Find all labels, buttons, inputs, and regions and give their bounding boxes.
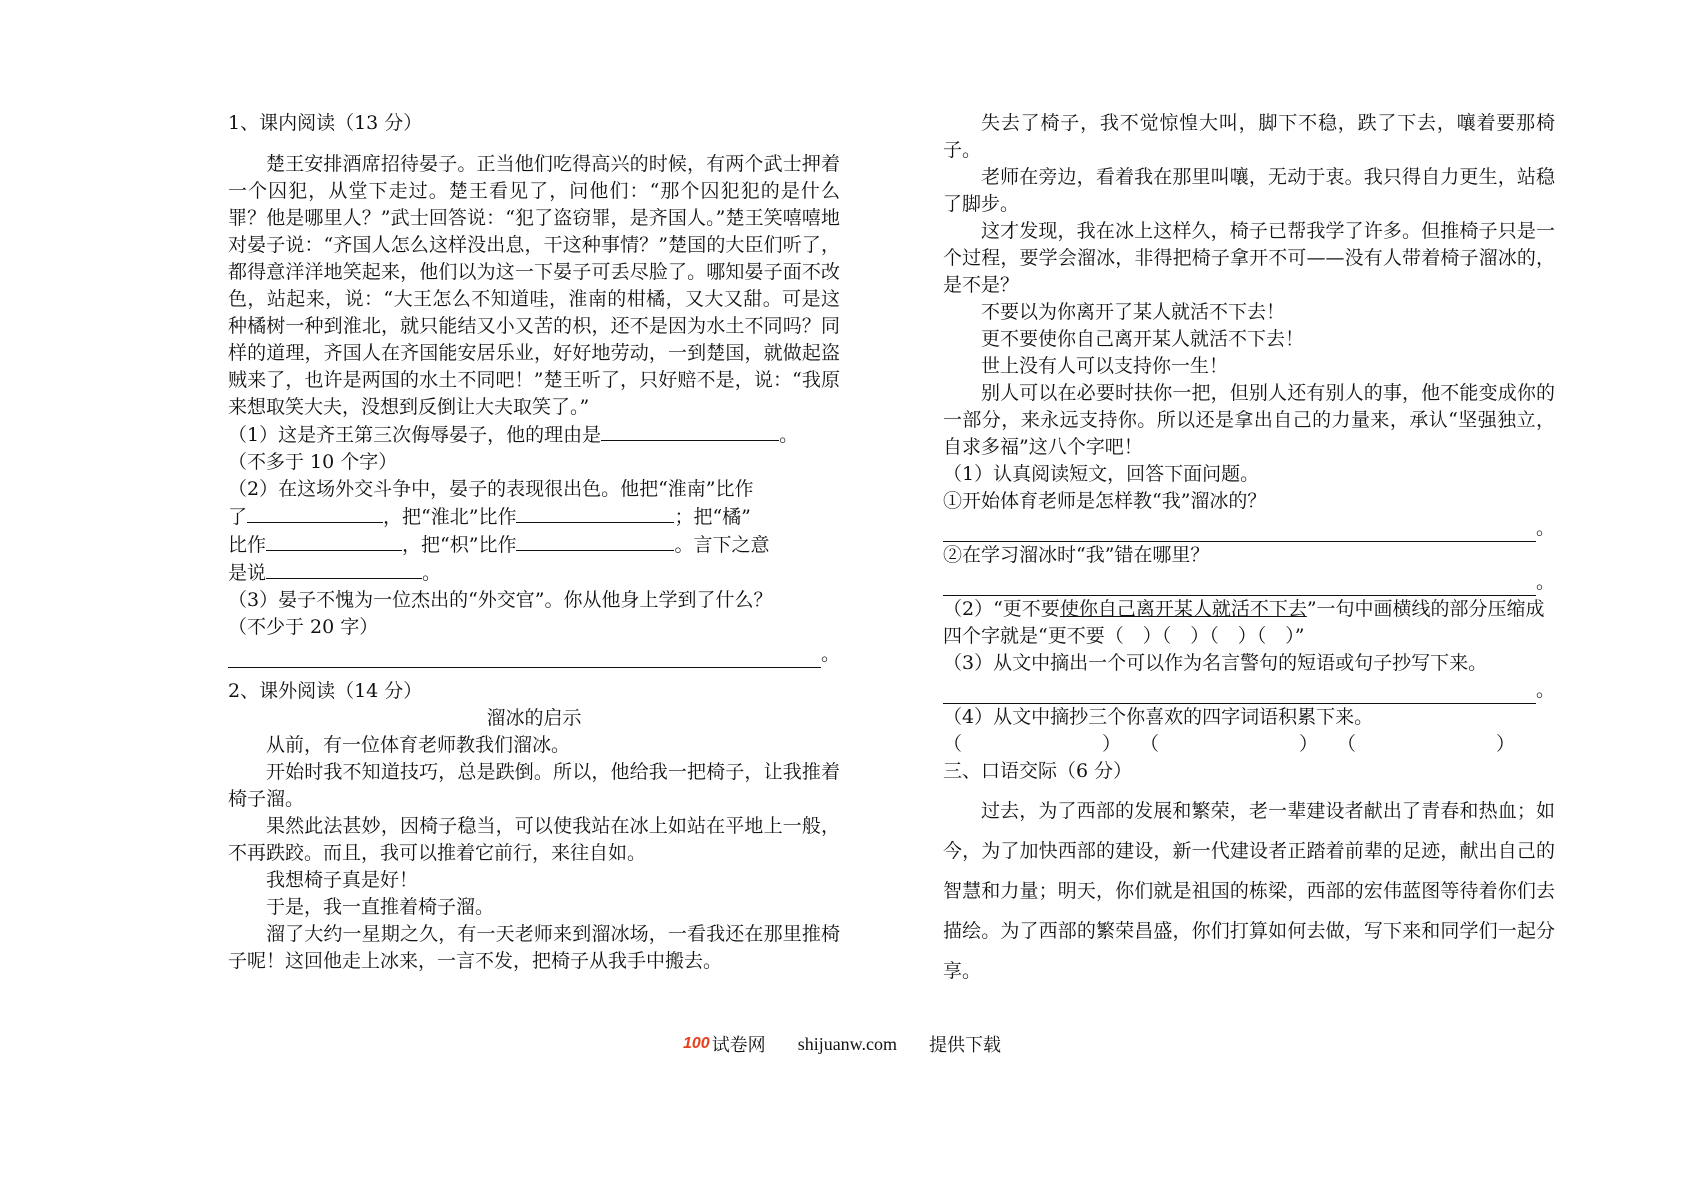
word-answer-slot[interactable]: （ ） [943,733,1122,755]
question-2-1: （1）认真阅读短文，回答下面问题。 [943,463,1260,485]
answer-blank[interactable] [247,503,383,523]
answer-line-row: 。 [943,515,1555,542]
passage-paragraph: 别人可以在必要时扶你一把，但别人还有别人的事，他不能变成你的一部分，来永远支持你。所以还是拿出自己的力量来，承认“坚强独立，自求多福”这八个字吧！ [943,382,1555,458]
underlined-sentence: 使你自己离开某人就活不下去 [1059,598,1307,620]
answer-blank[interactable] [516,503,674,523]
answer-line-row: 。 [943,677,1555,704]
passage-paragraph: 更不要使你自己离开某人就活不下去！ [981,328,1305,350]
left-column [228,110,840,975]
question-2-4: （4）从文中摘抄三个你喜欢的四字词语积累下来。 [943,706,1374,728]
page-footer [0,1031,1684,1057]
right-column [943,110,1555,991]
answer-blank[interactable] [601,421,779,441]
site-domain: shijuanw.com [797,1033,898,1054]
logo-icon: 100 [682,1035,710,1052]
word-answer-row [943,731,1555,758]
passage-paragraph: 失去了椅子，我不觉惊惶大叫，脚下不稳，跌了下去，嚷着要那椅子。 [943,112,1555,161]
passage-paragraph: 溜了大约一星期之久，有一天老师来到溜冰场，一看我还在那里推椅子呢！这回他走上冰来，一言不发，把椅子从我手中搬去。 [228,923,840,972]
answer-line[interactable] [943,677,1536,704]
section1-heading: 1、课内阅读（13 分） [228,112,423,134]
passage-paragraph: 果然此法甚妙，因椅子稳当，可以使我站在冰上如站在平地上一般，不再跌跤。而且，我可以推着它前行，来往自如。 [228,815,840,864]
question-1-2-blanks: 了 ，把“淮北”比作 ；把“橘” [228,503,840,531]
question-2-1-2: ②在学习溜冰时“我”错在哪里？ [943,544,1210,566]
question-2-2: （2）“更不要使你自己离开某人就活不下去”一句中画横线的部分压缩成四个字就是“更不要（ ）（ ）（ ）（ ）” [943,598,1545,647]
question-2-3: （3）从文中摘出一个可以作为名言警句的短语或句子抄写下来。 [943,652,1488,674]
oral-communication-prompt: 过去，为了西部的发展和繁荣，老一辈建设者献出了青春和热血；如今，为了加快西部的建设，新一代建设者正踏着前辈的足迹，献出自己的智慧和力量；明天，你们就是祖国的栋梁，西部的宏伟蓝图等待着你们去描绘。为了西部的繁荣昌盛，你们打算如何去做，写下来和同学们一起分享。 [943,800,1555,982]
passage-paragraph: 世上没有人可以支持你一生！ [981,355,1229,377]
download-note: 提供下载 [929,1035,1002,1055]
section3-heading: 三、口语交际（6 分） [943,760,1133,782]
answer-blank[interactable] [266,559,422,579]
passage-paragraph: 从前，有一位体育老师教我们溜冰。 [266,734,571,756]
question-1-3: （3）晏子不愧为一位杰出的“外交官”。你从他身上学到了什么？ [228,589,773,611]
site-logo: 100 试卷网 [682,1035,766,1055]
question-1-2: （2）在这场外交斗争中，晏子的表现很出色。他把“淮南”比作 [228,478,754,500]
passage-paragraph: 不要以为你离开了某人就活不下去！ [981,301,1286,323]
question-1-2-blanks-3: 是说 。 [228,559,840,587]
passage-paragraph: 于是，我一直推着椅子溜。 [266,896,495,918]
question-1-2-blanks-2: 比作 ，把“枳”比作 。言下之意 [228,531,840,559]
answer-blank[interactable] [516,531,674,551]
word-answer-slot[interactable]: （ ） [1139,733,1319,755]
section1-passage: 楚王安排酒席招待晏子。正当他们吃得高兴的时候，有两个武士押着一个囚犯，从堂下走过。楚王看见了，问他们：“那个囚犯犯的是什么罪？他是哪里人？”武士回答说：“犯了盗窃罪，是齐国人。”楚王笑嘻嘻地对晏子说：“齐国人怎么这样没出息，干这种事情？”楚国的大臣们听了，都得意洋洋地笑起来，他们以为这一下晏子可丢尽脸了。哪知晏子面不改色，站起来，说：“大王怎么不知道哇，淮南的柑橘，又大又甜。可是这种橘树一种到淮北，就只能结又小又苦的枳，还不是因为水土不同吗？同样的道理，齐国人在齐国能安居乐业，好好地劳动，一到楚国，就做起盗贼来了，也许是两国的水土不同吧！”楚王听了，只好赔不是，说：“我原来想取笑大夫，没想到反倒让大夫取笑了。” [228,153,840,418]
question-2-1-1: ①开始体育老师是怎样教“我”溜冰的？ [943,490,1267,512]
passage-title: 溜冰的启示 [486,707,582,729]
answer-line[interactable] [228,641,821,668]
passage-paragraph: 开始时我不知道技巧，总是跌倒。所以，他给我一把椅子，让我推着椅子溜。 [228,761,840,810]
passage-paragraph: 老师在旁边，看着我在那里叫嚷，无动于衷。我只得自力更生，站稳了脚步。 [943,166,1555,215]
answer-line-row: 。 [228,641,840,668]
question-1-3-note: （不少于 20 字） [228,616,379,638]
answer-line-row: 。 [943,569,1555,596]
passage-paragraph: 这才发现，我在冰上这样久，椅子已帮我学了许多。但推椅子只是一个过程，要学会溜冰，非得把椅子拿开不可——没有人带着椅子溜冰的，是不是？ [943,220,1555,296]
passage-paragraph: 我想椅子真是好！ [266,869,419,891]
answer-blank[interactable] [266,531,402,551]
question-1-1: （1）这是齐王第三次侮辱晏子，他的理由是 。 [228,421,840,449]
question-1-1-note: （不多于 10 个字） [228,451,398,473]
section2-heading: 2、课外阅读（14 分） [228,680,423,702]
word-answer-slot[interactable]: （ ） [1336,733,1515,755]
answer-line[interactable] [943,515,1536,542]
answer-line[interactable] [943,569,1536,596]
